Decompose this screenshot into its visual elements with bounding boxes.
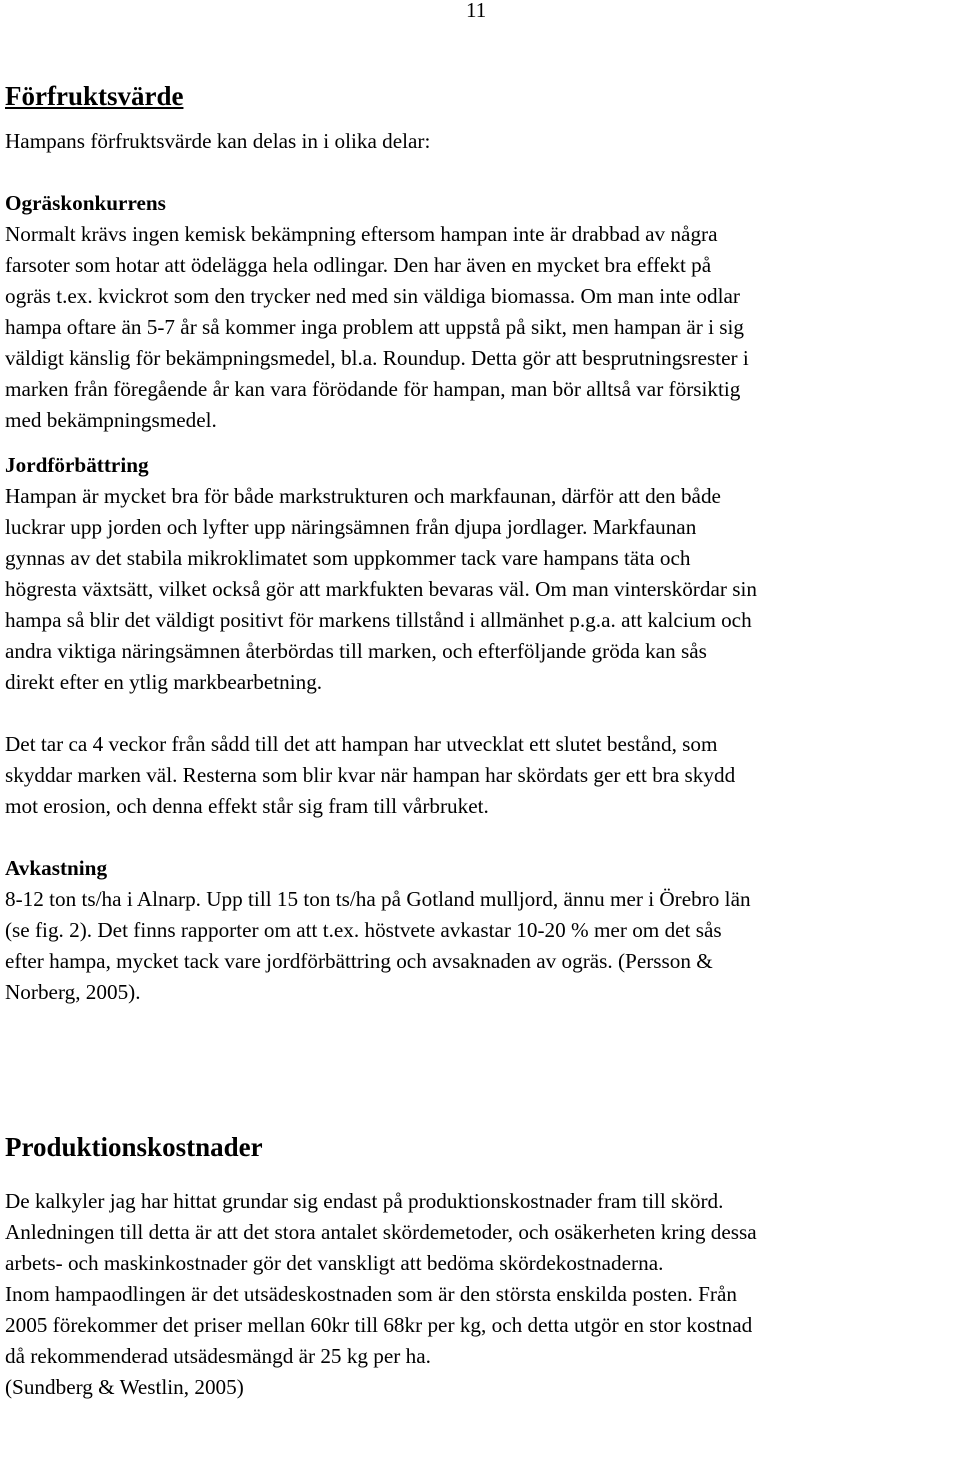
paragraph-bestand — [5, 729, 957, 822]
text-line: gynnas av det stabila mikroklimatet som uppkommer tack vare hampans täta och — [5, 546, 691, 570]
text-line: Det tar ca 4 veckor från sådd till det att hampan har utvecklat ett slutet bestånd, som — [5, 732, 718, 756]
text-line: marken från föregående år kan vara förödande för hampan, man bör alltså var försiktig — [5, 377, 741, 401]
text-line: hampa oftare än 5-7 år så kommer inga problem att uppstå på sikt, men hampan är i sig — [5, 315, 744, 339]
text-line: med bekämpningsmedel. — [5, 408, 217, 432]
text-line: De kalkyler jag har hittat grundar sig endast på produktionskostnader fram till skörd. — [5, 1189, 724, 1213]
text-line: (se fig. 2). Det finns rapporter om att t.ex. höstvete avkastar 10-20 % mer om det sås — [5, 918, 722, 942]
text-line: högresta växtsätt, vilket också gör att markfukten bevaras väl. Om man vinterskördar sin — [5, 577, 757, 601]
text-line: Normalt krävs ingen kemisk bekämpning eftersom hampan inte är drabbad av några — [5, 222, 718, 246]
subheading-avkastning: Avkastning — [5, 856, 108, 880]
text-line: 2005 förekommer det priser mellan 60kr till 68kr per kg, och detta utgör en stor kostnad — [5, 1313, 753, 1337]
text-line: mot erosion, och denna effekt står sig fram till vårbruket. — [5, 794, 489, 818]
document-body — [5, 79, 957, 1403]
paragraph-ograskonkurrens — [5, 219, 957, 436]
text-line: arbets- och maskinkostnader gör det vanskligt att bedöma skördekostnaderna. — [5, 1251, 664, 1275]
intro-text: Hampans förfruktsvärde kan delas in i olika delar: — [5, 129, 431, 153]
subheading-ograskonkurrens: Ogräskonkurrens — [5, 191, 166, 215]
text-line: Hampan är mycket bra för både markstrukturen och markfaunan, därför att den både — [5, 484, 721, 508]
text-line: efter hampa, mycket tack vare jordförbättring och avsaknaden av ogräs. (Persson & — [5, 949, 713, 973]
text-line: Norberg, 2005). — [5, 980, 141, 1004]
text-line: skyddar marken väl. Resterna som blir kvar när hampan har skördats ger ett bra skydd — [5, 763, 736, 787]
paragraph-produktionskostnader — [5, 1186, 957, 1403]
text-line: direkt efter en ytlig markbearbetning. — [5, 670, 323, 694]
citation: (Sundberg & Westlin, 2005) — [5, 1375, 244, 1399]
text-line: 8-12 ton ts/ha i Alnarp. Upp till 15 ton ts/ha på Gotland mulljord, ännu mer i Örebro län — [5, 887, 751, 911]
section-title-forfruktsvarde: Förfruktsvärde — [5, 81, 184, 111]
text-line: andra viktiga näringsämnen återbördas till marken, och efterföljande gröda kan sås — [5, 639, 707, 663]
paragraph-avkastning — [5, 884, 957, 1008]
subheading-jordforbattring: Jordförbättring — [5, 453, 149, 477]
text-line: ogräs t.ex. kvickrot som den trycker ned med sin väldiga biomassa. Om man inte odlar — [5, 284, 740, 308]
text-line: Anledningen till detta är att det stora antalet skördemetoder, och osäkerheten kring dessa — [5, 1220, 757, 1244]
text-line: farsoter som hotar att ödelägga hela odlingar. Den har även en mycket bra effekt på — [5, 253, 712, 277]
page-number: 11 — [466, 0, 487, 22]
text-line: då rekommenderad utsädesmängd är 25 kg per ha. — [5, 1344, 431, 1368]
text-line: väldigt känslig för bekämpningsmedel, bl.a. Roundup. Detta gör att besprutningsrester i — [5, 346, 749, 370]
paragraph-jordforbattring — [5, 481, 957, 698]
text-line: Inom hampaodlingen är det utsädeskostnaden som är den största enskilda posten. Från — [5, 1282, 737, 1306]
text-line: luckrar upp jorden och lyfter upp näringsämnen från djupa jordlager. Markfaunan — [5, 515, 697, 539]
section-title-produktionskostnader: Produktionskostnader — [5, 1132, 263, 1162]
text-line: hampa så blir det väldigt positivt för markens tillstånd i allmänhet p.g.a. att kalcium och — [5, 608, 752, 632]
